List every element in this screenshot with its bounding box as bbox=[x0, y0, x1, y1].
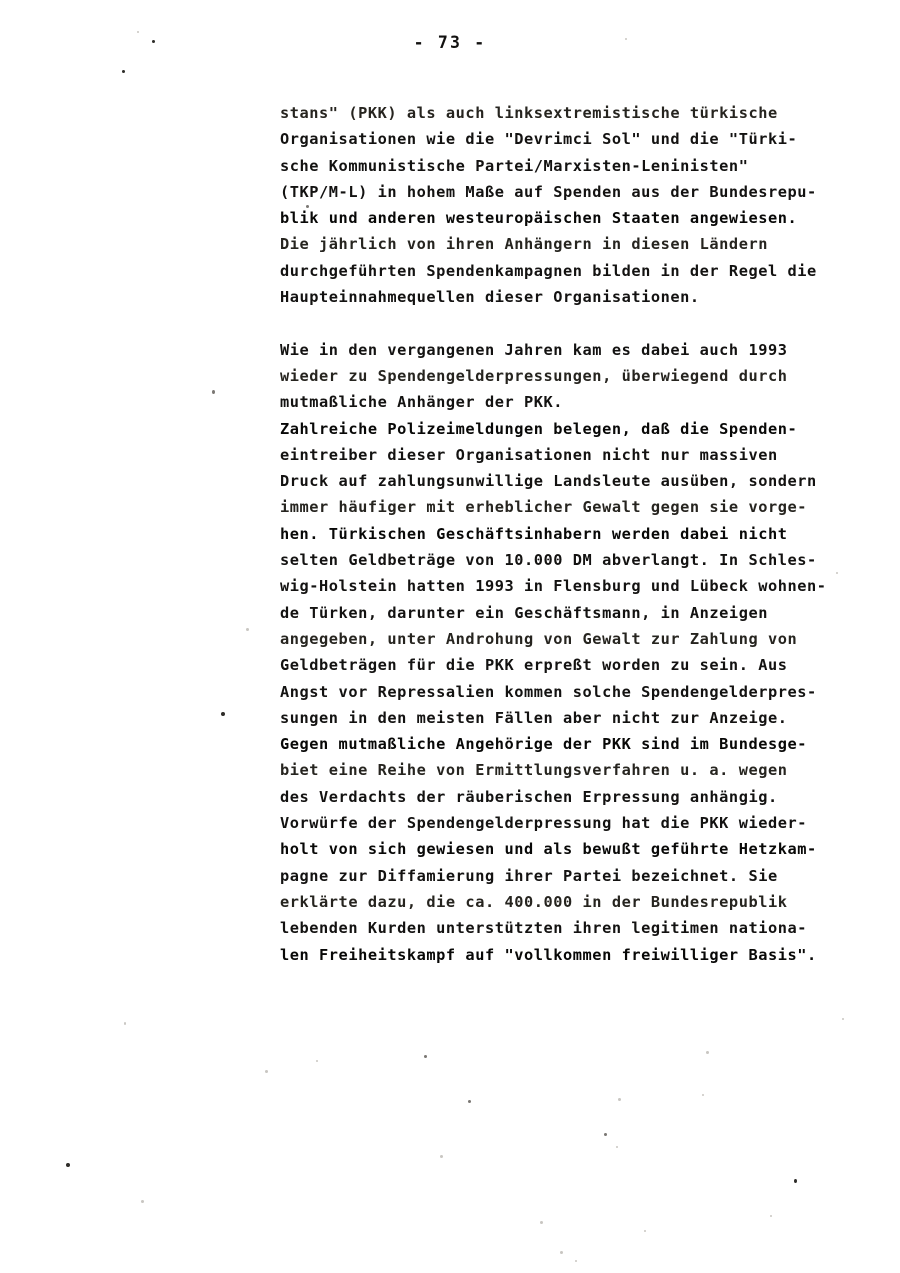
text-line: erklärte dazu, die ca. 400.000 in der Bundesrepublik bbox=[280, 892, 788, 911]
scan-speckle bbox=[221, 712, 225, 716]
text-line: pagne zur Diffamierung ihrer Partei bezeichnet. Sie bbox=[280, 866, 778, 885]
scan-speckle bbox=[560, 1251, 563, 1254]
paragraph-2 bbox=[280, 337, 895, 968]
text-line: wig-Holstein hatten 1993 in Flensburg und Lübeck wohnen- bbox=[280, 577, 827, 596]
scan-speckle bbox=[212, 390, 215, 394]
scan-speckle bbox=[794, 1179, 797, 1183]
text-line: immer häufiger mit erheblicher Gewalt gegen sie vorge- bbox=[280, 498, 808, 517]
text-line: Organisationen wie die "Devrimci Sol" und die "Türki- bbox=[280, 130, 798, 149]
text-line: wieder zu Spendengelderpressungen, überwiegend durch bbox=[280, 366, 788, 385]
scan-speckle bbox=[540, 1221, 543, 1224]
page-number: - 73 - bbox=[413, 33, 487, 52]
text-line: eintreiber dieser Organisationen nicht nur massiven bbox=[280, 445, 778, 464]
scan-speckle bbox=[316, 1060, 318, 1062]
scan-speckle bbox=[141, 1200, 144, 1203]
text-line: Angst vor Repressalien kommen solche Spendengelderpres- bbox=[280, 682, 817, 701]
text-line: angegeben, unter Androhung von Gewalt zur Zahlung von bbox=[280, 629, 798, 648]
text-line: Zahlreiche Polizeimeldungen belegen, daß die Spenden- bbox=[280, 419, 798, 438]
text-line: holt von sich gewiesen und als bewußt geführte Hetzkam- bbox=[280, 840, 817, 859]
scan-speckle bbox=[575, 1260, 577, 1262]
text-line: de Türken, darunter ein Geschäftsmann, in Anzeigen bbox=[280, 603, 768, 622]
text-line: len Freiheitskampf auf "vollkommen freiwilliger Basis". bbox=[280, 945, 817, 964]
text-line: Haupteinnahmequellen dieser Organisationen. bbox=[280, 288, 700, 307]
scan-speckle bbox=[440, 1155, 443, 1158]
scan-speckle bbox=[604, 1133, 607, 1136]
scan-speckle bbox=[468, 1100, 471, 1103]
scan-speckle bbox=[706, 1051, 709, 1054]
text-line: Geldbeträgen für die PKK erpreßt worden zu sein. Aus bbox=[280, 656, 788, 675]
text-line: Gegen mutmaßliche Angehörige der PKK sind im Bundesge- bbox=[280, 735, 808, 754]
text-line: hen. Türkischen Geschäftsinhabern werden dabei nicht bbox=[280, 524, 788, 543]
scan-speckle bbox=[122, 70, 125, 73]
text-line: (TKP/M-L) in hohem Maße auf Spenden aus der Bundesrepu- bbox=[280, 182, 817, 201]
scan-speckle bbox=[124, 1022, 126, 1025]
scan-speckle bbox=[616, 1146, 618, 1148]
scan-speckle bbox=[246, 628, 249, 631]
text-line: Vorwürfe der Spendengelderpressung hat die PKK wieder- bbox=[280, 814, 808, 833]
scan-speckle bbox=[842, 1018, 844, 1020]
scan-speckle bbox=[770, 1215, 772, 1217]
text-line: lebenden Kurden unterstützten ihren legitimen nationa- bbox=[280, 919, 808, 938]
text-line: sche Kommunistische Partei/Marxisten-Leninisten" bbox=[280, 156, 749, 175]
text-line: Druck auf zahlungsunwillige Landsleute ausüben, sondern bbox=[280, 472, 817, 491]
scan-speckle bbox=[644, 1230, 646, 1232]
scan-speckle bbox=[265, 1070, 268, 1073]
scan-speckle bbox=[618, 1098, 621, 1101]
text-line: Die jährlich von ihren Anhängern in diesen Ländern bbox=[280, 235, 768, 254]
text-line: stans" (PKK) als auch linksextremistische türkische bbox=[280, 104, 778, 122]
text-line: durchgeführten Spendenkampagnen bilden in der Regel die bbox=[280, 261, 817, 280]
text-line: blik und anderen westeuropäischen Staaten angewiesen. bbox=[280, 209, 798, 228]
text-line: biet eine Reihe von Ermittlungsverfahren u. a. wegen bbox=[280, 761, 788, 780]
document-body bbox=[280, 100, 895, 968]
text-line: mutmaßliche Anhänger der PKK. bbox=[280, 393, 564, 412]
paragraph-1 bbox=[280, 100, 895, 310]
scan-speckle bbox=[702, 1094, 704, 1096]
text-line: Wie in den vergangenen Jahren kam es dabei auch 1993 bbox=[280, 340, 788, 359]
text-line: des Verdachts der räuberischen Erpressung anhängig. bbox=[280, 787, 778, 806]
text-line: sungen in den meisten Fällen aber nicht zur Anzeige. bbox=[280, 708, 788, 727]
scan-speckle bbox=[66, 1163, 70, 1167]
scan-speckle bbox=[424, 1055, 427, 1058]
text-line: selten Geldbeträge von 10.000 DM abverlangt. In Schles- bbox=[280, 551, 817, 570]
